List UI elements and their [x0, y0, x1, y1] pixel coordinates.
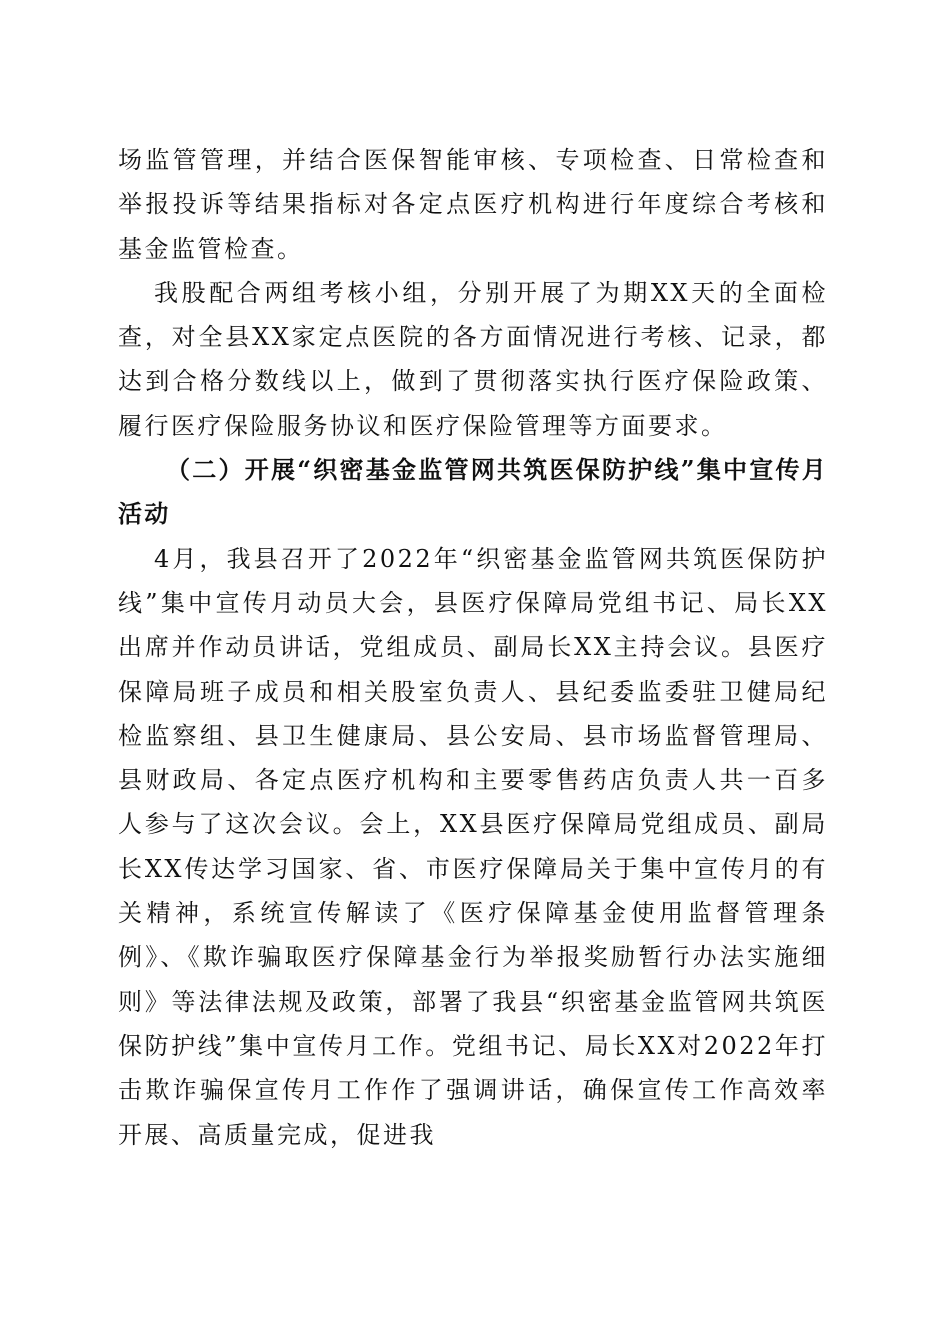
section-heading: （二）开展“织密基金监管网共筑医保防护线”集中宣传月活动 — [118, 455, 828, 529]
paragraph-inspection: 我股配合两组考核小组，分别开展了为期XX天的全面检查，对全县XX家定点医院的各方面情况进行考核、记录，都达到合格分数线以上，做到了贯彻落实执行医疗保险政策、履行医疗保险服务协议和医疗保险管理等方面要求。 — [118, 278, 828, 440]
paragraph-campaign: 4月，我县召开了2022年“织密基金监管网共筑医保防护线”集中宣传月动员大会，县医疗保障局党组书记、局长XX出席并作动员讲话，党组成员、副局长XX主持会议。县医疗保障局班子成员和相关股室负责人、县纪委监委驻卫健局纪检监察组、县卫生健康局、县公安局、县市场监督管理局、县财政局、各定点医疗机构和主要零售药店负责人共一百多人参与了这次会议。会上，XX县医疗保障局党组成员、副局长XX传达学习国家、省、市医疗保障局关于集中宣传月的有关精神，系统宣传解读了《医疗保障基金使用监督管理条例》、《欺诈骗取医疗保障基金行为举报奖励暂行办法实施细则》等法律法规及政策，部署了我县“织密基金监管网共筑医保防护线”集中宣传月工作。党组书记、局长XX对2022年打击欺诈骗保宣传月工作作了强调讲话，确保宣传工作高效率开展、高质量完成，促进我 — [118, 544, 828, 1149]
document-page — [118, 138, 828, 1157]
paragraph-continuation: 场监管管理，并结合医保智能审核、专项检查、日常检查和举报投诉等结果指标对各定点医疗机构进行年度综合考核和基金监管检查。 — [118, 146, 828, 263]
